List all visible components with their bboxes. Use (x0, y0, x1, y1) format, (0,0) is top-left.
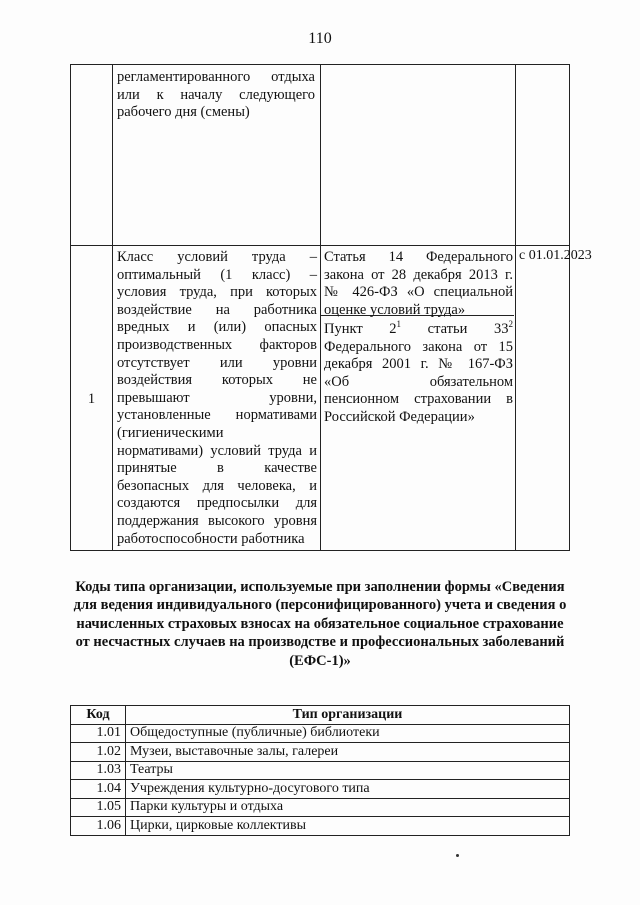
code-cell: 1.02 (71, 743, 126, 762)
table-row (71, 780, 570, 799)
scan-speck (456, 854, 459, 857)
type-cell: Общедоступные (публичные) библиотеки (126, 724, 570, 743)
row-divider (71, 245, 569, 246)
header-code: Код (71, 706, 126, 725)
effective-date: с 01.01.2023 (519, 248, 592, 263)
code-cell: 1.03 (71, 761, 126, 780)
column-divider (112, 65, 113, 550)
code-cell: 1.05 (71, 798, 126, 817)
condition-class-description: Класс условий труда – оптимальный (1 класс) – условия труда, при которых воздействие на работника вредных и (или) опасных производственных факторов отсутствует или уровни воздействия которых не превышают уровни, установленные нормативами (гигиеническими нормативами) условий труда и принятые в качестве безопасных для человека, и создаются предпосылки для поддержания высокого уровня работоспособности работника (117, 249, 317, 547)
requirements-table (70, 64, 592, 551)
header-organization-type: Тип организации (126, 706, 570, 725)
type-cell: Театры (126, 761, 570, 780)
code-cell: 1.04 (71, 780, 126, 799)
table-row (71, 724, 570, 743)
column-divider (320, 65, 321, 550)
row-number: 1 (87, 391, 96, 407)
row1-description: регламентированного отдыха или к началу следующего рабочего дня (смены) (117, 69, 315, 121)
type-cell: Цирки, цирковые коллективы (126, 817, 570, 836)
type-cell: Учреждения культурно-досугового типа (126, 780, 570, 799)
type-cell: Парки культуры и отдыха (126, 798, 570, 817)
organization-codes-table (70, 705, 570, 836)
type-cell: Музеи, выставочные залы, галереи (126, 743, 570, 762)
code-cell: 1.01 (71, 724, 126, 743)
table-row (71, 817, 570, 836)
section-heading: Коды типа организации, используемые при заполнении формы «Сведения для ведения индивидуального (персонифицированного) учета и сведения о начисленных страховых взносах на обязательное социальное страхование от несчастных случаев на производстве и профессиональных заболеваний (ЕФС-1)» (73, 579, 567, 669)
table-row (71, 743, 570, 762)
legal-basis-167fz: Пункт $2^1$ статьи $33^2$ Федерального закона от 15 декабря 2001 г. № 167-ФЗ «Об обязательном пенсионном страховании в Российской Федерации» (324, 319, 513, 425)
column-divider (515, 65, 516, 550)
table-row (71, 798, 570, 817)
code-cell: 1.06 (71, 817, 126, 836)
table-header-row (71, 706, 570, 725)
legal-basis-426fz: Статья 14 Федерального закона от 28 декабря 2013 г. № 426-ФЗ «О специальной оценке условий труда» (324, 249, 513, 318)
table-row (71, 761, 570, 780)
page-number: 110 (308, 30, 332, 47)
